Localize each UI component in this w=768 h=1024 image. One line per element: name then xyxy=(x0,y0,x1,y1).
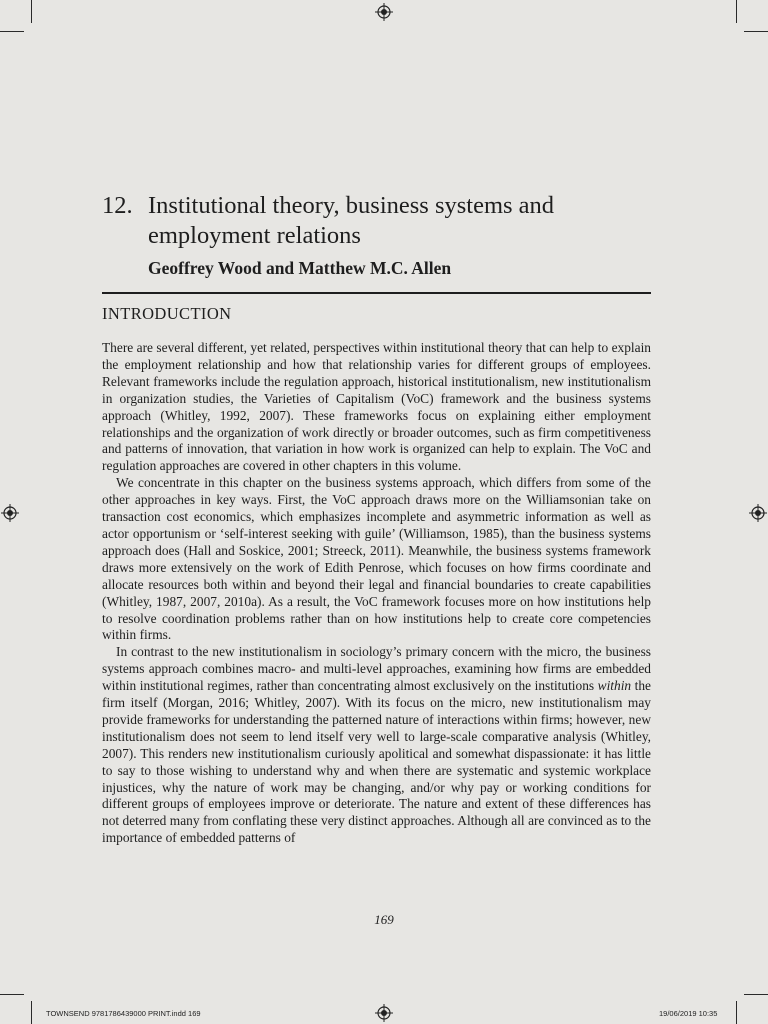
body-paragraph xyxy=(102,340,651,475)
emphasis-text: within xyxy=(597,678,632,694)
body-paragraph xyxy=(102,475,651,644)
paragraph-text: the firm itself (Morgan, 2016; Whitley, 2007). With its focus on the micro, new institutionalism may provide frameworks for understanding the patterned nature of interactions within firms; however, new institutionalism does not seem to lend itself very well to large-scale comparative analysis (Whitley, 2007). This renders new institutionalism curiously apolitical and somewhat dispassionate: it has little to say to those wishing to understand why and when there are systematic and systemic workplace injustices, why the nature of work may be changing, and/or why pay or working conditions for different groups of employees improve or deteriorate. The nature and extent of these differences has not deterred many from conflating these very distinct approaches. Although all are convinced as to the importance of embedded patterns of xyxy=(102,678,651,846)
body-paragraph xyxy=(102,644,651,847)
paragraph-text: We concentrate in this chapter on the business systems approach, which differs from some of the other approaches in key ways. First, the VoC approach draws more on the Williamsonian take on transaction cost economics, which emphasizes incomplete and asymmetric information as well as actor opportunism or ‘self-interest seeking with guile’ (Williamson, 1985), than the business systems approach does (Hall and Soskice, 2001; Streeck, 2011). Meanwhile, the business systems framework draws more extensively on the work of Edith Penrose, which focuses on how firms coordinate and allocate resources both within and beyond their legal and financial boundaries to create capabilities (Whitley, 1987, 2007, 2010a). As a result, the VoC framework focuses more on how institutions help to resolve coordination problems rather than on how institutions help to create core competencies within firms. xyxy=(102,475,651,643)
crop-mark-bottom-left-horizontal xyxy=(0,994,24,995)
body-text xyxy=(102,340,651,847)
registration-mark-icon xyxy=(375,3,393,21)
crop-mark-top-left-horizontal xyxy=(0,31,24,32)
crop-mark-top-right-horizontal xyxy=(744,31,768,32)
print-slug-datetime: 19/06/2019 10:35 xyxy=(659,1009,718,1018)
crop-mark-bottom-left-vertical xyxy=(31,1001,32,1024)
chapter-number: 12. xyxy=(102,192,133,219)
paragraph-text: There are several different, yet related, perspectives within institutional theory that can help to explain the employment relationship and how that relationship varies for different groups of employees. Relevant frameworks include the regulation approach, historical institutionalism, new institutionalism in organization studies, the Varieties of Capitalism (VoC) framework and the business systems approach (Whitley, 1992, 2007). These frameworks focus on explaining either employment relationships and the organization of work directly or broader outcomes, such as firm competitiveness and patterns of innovation, that variation in how work is organized can help to explain. The VoC and regulation approaches are covered in other chapters in this volume. xyxy=(102,340,651,474)
heading-rule xyxy=(102,292,651,294)
crop-mark-top-left-vertical xyxy=(31,0,32,23)
registration-mark-icon xyxy=(1,504,19,522)
chapter-title-text: Institutional theory, business systems and employment relations xyxy=(148,192,555,249)
chapter-title xyxy=(102,191,662,251)
registration-mark-icon xyxy=(375,1004,393,1022)
print-slug-file: TOWNSEND 9781786439000 PRINT.indd 169 xyxy=(46,1009,201,1018)
page-number: 169 xyxy=(374,912,394,927)
section-heading: INTRODUCTION xyxy=(102,304,232,323)
crop-mark-bottom-right-vertical xyxy=(736,1001,737,1024)
crop-mark-bottom-right-horizontal xyxy=(744,994,768,995)
chapter-authors: Geoffrey Wood and Matthew M.C. Allen xyxy=(148,258,452,278)
paragraph-text: In contrast to the new institutionalism in sociology’s primary concern with the micro, the business systems approach combines macro- and multi-level approaches, examining how firms are embedded within institutional regimes, rather than concentrating almost exclusively on the institutions xyxy=(102,644,651,694)
crop-mark-top-right-vertical xyxy=(736,0,737,23)
registration-mark-icon xyxy=(749,504,767,522)
